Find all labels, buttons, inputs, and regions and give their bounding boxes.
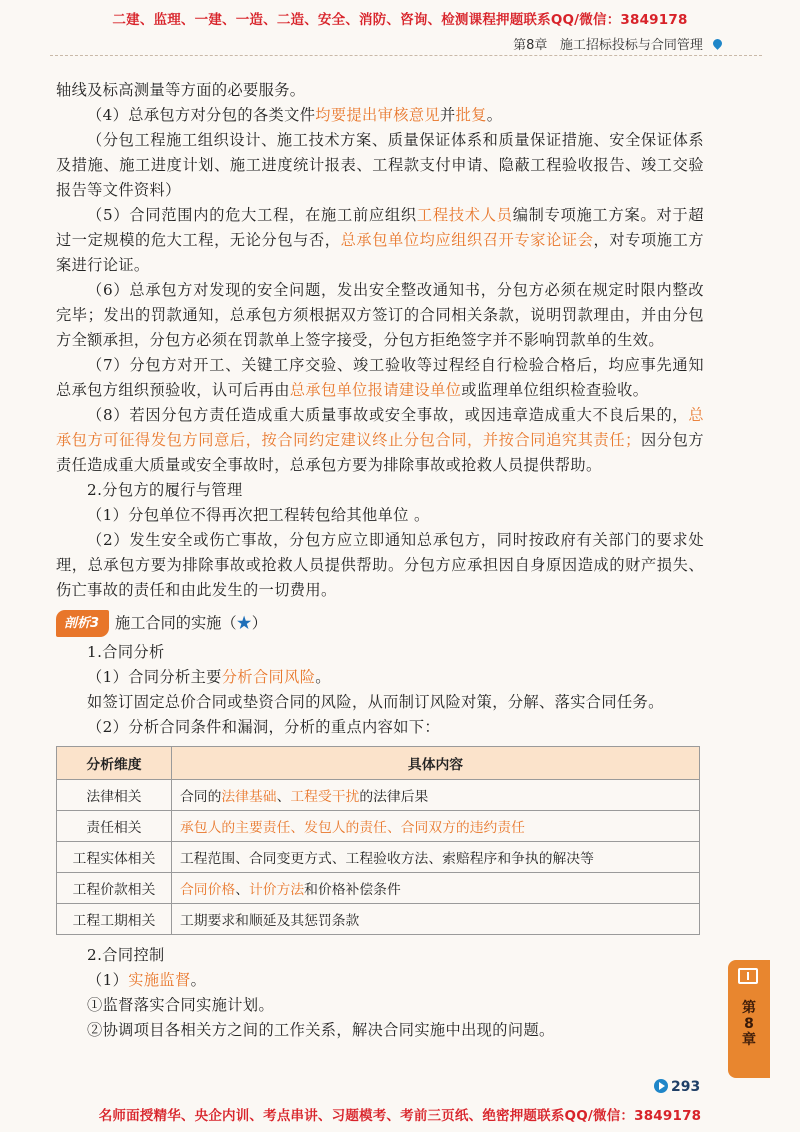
- table-header-cell: 分析维度: [57, 747, 172, 780]
- paragraph: ①监督落实合同实施计划。: [87, 996, 275, 1014]
- paragraph: 轴线及标高测量等方面的必要服务。: [56, 81, 306, 99]
- table-cell-dimension: 法律相关: [57, 780, 172, 811]
- table-cell-content: 合同的法律基础、工程受干扰的法律后果: [172, 780, 700, 811]
- table-cell-content: 承包人的主要责任、发包人的责任、合同双方的违约责任: [172, 811, 700, 842]
- paragraph: （2）发生安全或伤亡事故，分包方应立即通知总承包方，同时按政府有关部门的要求处理，总承包方要为排除事故或抢救人员提供帮助。分包方应承担因自身原因造成的财产损失、伤亡事故的责任和由此发生的一切费用。: [56, 531, 704, 599]
- section-heading: 剖析3 施工合同的实施（★）: [56, 611, 704, 638]
- table-row: [57, 904, 700, 935]
- paragraph: （8）若因分包方责任造成重大质量事故或安全事故，或因违章造成重大不良后果的，总承包方可征得发包方同意后，按合同约定建议终止分包合同，并按合同追究其责任；因分包方责任造成重大质量或安全事故时，总承包方要为排除事故或抢救人员提供帮助。: [56, 406, 704, 474]
- book-icon: [738, 968, 758, 984]
- page-body: [56, 78, 704, 1043]
- table-row: [57, 780, 700, 811]
- table-cell-content: 工程范围、合同变更方式、工程验收方法、索赔程序和争执的解决等: [172, 842, 700, 873]
- table-row: [57, 842, 700, 873]
- paragraph: （1）实施监督。: [87, 971, 207, 989]
- table-cell-dimension: 责任相关: [57, 811, 172, 842]
- paragraph: （6）总承包方对发现的安全问题，发出安全整改通知书，分包方必须在规定时限内整改完毕；发出的罚款通知，总承包方须根据双方签订的合同相关条款，说明罚款理由，并由分包方全额承担，分包方必须在罚款单上签字接受，分包方拒绝签字并不影响罚款单的生效。: [56, 281, 704, 349]
- play-icon: [654, 1079, 668, 1093]
- chapter-title: 施工招标投标与合同管理: [559, 38, 703, 53]
- subheading: 2.合同控制: [87, 946, 165, 964]
- chapter-number: 第8章: [513, 38, 548, 53]
- analysis-table: [56, 746, 700, 935]
- section-title: 施工合同的实施（: [115, 614, 237, 632]
- table-cell-dimension: 工程价款相关: [57, 873, 172, 904]
- paragraph: （7）分包方对开工、关键工序交验、竣工验收等过程经自行检验合格后，均应事先通知总承包方组织预验收，认可后再由总承包单位报请建设单位或监理单位组织检查验收。: [56, 356, 704, 399]
- table-row: [57, 873, 700, 904]
- paragraph: （1）分包单位不得再次把工程转包给其他单位 。: [87, 506, 430, 524]
- paragraph: 如签订固定总价合同或垫资合同的风险，从而制订风险对策，分解、落实合同任务。: [87, 693, 664, 711]
- header-divider: [50, 55, 762, 56]
- paragraph: （5）合同范围内的危大工程，在施工前应组织工程技术人员编制专项施工方案。对于超过一定规模的危大工程，无论分包与否，总承包单位均应组织召开专家论证会，对专项施工方案进行论证。: [56, 206, 704, 274]
- paragraph: （4）总承包方对分包的各类文件均要提出审核意见并批复。: [87, 106, 503, 124]
- paragraph: （分包工程施工组织设计、施工技术方案、质量保证体系和质量保证措施、安全保证体系及措施、施工进度计划、施工进度统计报表、工程款支付申请、隐蔽工程验收报告、竣工交验报告等文件资料）: [56, 131, 704, 199]
- paragraph: （2）分析合同条件和漏洞，分析的重点内容如下：: [87, 718, 440, 736]
- chapter-tab-label: 第 8 章: [742, 1000, 756, 1048]
- table-cell-content: 合同价格、计价方法和价格补偿条件: [172, 873, 700, 904]
- subheading: 2.分包方的履行与管理: [87, 481, 243, 499]
- subheading: 1.合同分析: [87, 643, 165, 661]
- star-icon: ★: [236, 614, 252, 632]
- bottom-promo-banner: 名师面授精华、央企内训、考点串讲、习题模考、考前三页纸、绝密押题联系QQ/微信：3849178: [98, 1108, 702, 1124]
- page-number: 293: [654, 1079, 700, 1095]
- table-cell-dimension: 工程实体相关: [57, 842, 172, 873]
- table-cell-dimension: 工程工期相关: [57, 904, 172, 935]
- top-promo-banner: 二建、监理、一建、一造、二造、安全、消防、咨询、检测课程押题联系QQ/微信：3849178: [112, 12, 688, 28]
- paragraph: （1）合同分析主要分析合同风险。: [87, 668, 331, 686]
- location-pin-icon: [711, 37, 724, 50]
- analysis-tag: 剖析3: [56, 610, 109, 637]
- table-cell-content: 工期要求和顺延及其惩罚条款: [172, 904, 700, 935]
- paragraph: ②协调项目各相关方之间的工作关系，解决合同实施中出现的问题。: [87, 1021, 555, 1039]
- chapter-header: [513, 34, 722, 53]
- table-header-row: [57, 747, 700, 780]
- table-row: [57, 811, 700, 842]
- chapter-side-tab[interactable]: [728, 960, 770, 1078]
- table-header-cell: 具体内容: [172, 747, 700, 780]
